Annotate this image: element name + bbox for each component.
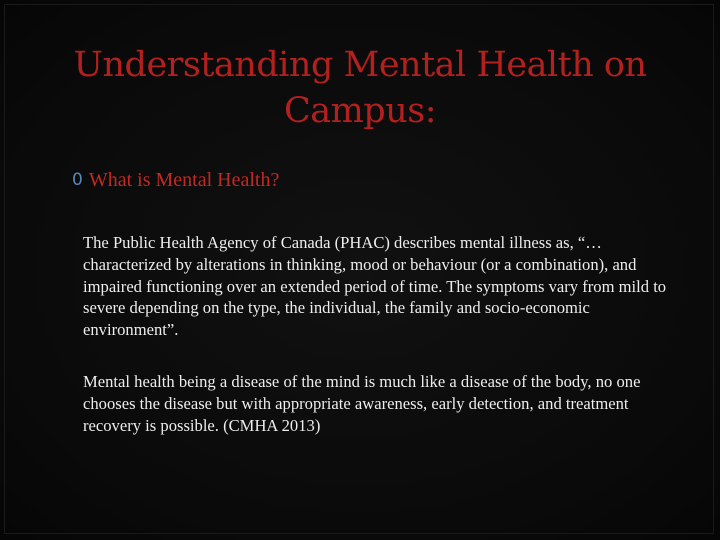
cmha-paragraph: Mental health being a disease of the mind is much like a disease of the body, no one chooses the disease but with appropriate awareness, early detection, and treatment recovery is possible. (CMHA 2013) — [83, 372, 641, 435]
slide-title: Understanding Mental Health on Campus: — [73, 45, 647, 131]
bullet-heading: What is Mental Health? — [88, 168, 280, 191]
bullet-item — [72, 166, 279, 194]
phac-definition-paragraph: The Public Health Agency of Canada (PHAC) describes mental illness as, “…characterized by alterations in thinking, mood or behaviour (or a combination), and impaired functioning over an extended period of time. The symptoms vary from mild to severe depending on the type, the individual, the family and socio-economic environment”. — [83, 233, 667, 340]
bullet-marker-icon: 0 — [72, 170, 83, 190]
